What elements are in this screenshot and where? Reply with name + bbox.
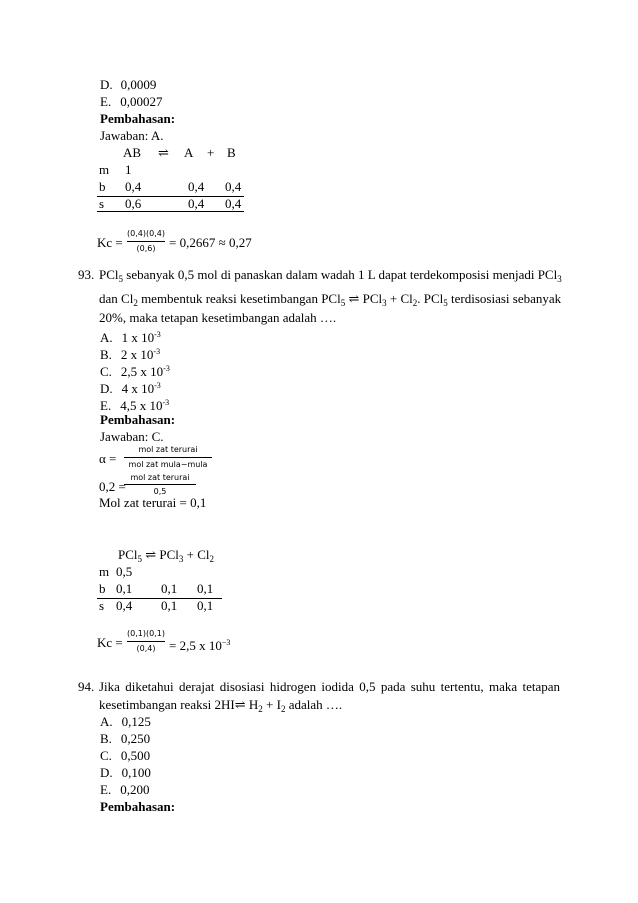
kc-result-text: = 2,5 x 10 — [169, 638, 222, 653]
subscript: 5 — [137, 554, 143, 564]
option-letter: D. — [100, 765, 113, 780]
subscript: 2 — [133, 298, 138, 308]
option-text: 0,00027 — [120, 94, 163, 109]
q92-jawaban: Jawaban: A. — [100, 128, 164, 143]
kc-denominator: (0,4) — [136, 644, 156, 653]
subscript: 2 — [280, 704, 286, 714]
q92-option-d — [100, 77, 156, 93]
q93-stem-line1 — [99, 267, 560, 287]
text: kesetimbangan reaksi 2HI⇌ H — [99, 697, 259, 712]
table-header-a: A — [184, 145, 194, 160]
option-text: 4,5 x 10 — [120, 398, 163, 413]
table-divider — [97, 196, 244, 197]
subscript: 5 — [340, 298, 346, 308]
superscript: -3 — [162, 398, 170, 407]
q94-stem-line1 — [99, 679, 560, 695]
option-letter: A. — [100, 714, 113, 729]
superscript: −3 — [221, 638, 231, 647]
kc-numerator: (0,1)(0,1) — [127, 629, 165, 638]
fraction-bar — [127, 641, 165, 642]
table-cell: 0,1 — [197, 581, 214, 596]
text: + Cl — [386, 291, 413, 306]
superscript: -3 — [154, 381, 161, 390]
table-cell: 0,5 — [116, 564, 133, 579]
subscript: 5 — [118, 274, 124, 284]
text: + Cl — [183, 547, 210, 562]
fraction-bar — [127, 241, 165, 242]
option-letter: D. — [100, 77, 113, 92]
alpha-denominator: mol zat mula−mula — [128, 460, 208, 469]
q94-pembahasan-heading: Pembahasan: — [100, 799, 176, 814]
table-row-label-m: m — [99, 162, 110, 177]
subscript: 2 — [258, 704, 263, 714]
option-letter: C. — [100, 364, 112, 379]
table-cell: 1 — [125, 162, 132, 177]
table-header-ab: AB — [123, 145, 142, 160]
text: . PCl — [417, 291, 444, 306]
alpha-value-lhs: 0,2 = — [99, 479, 126, 494]
q93-jawaban: Jawaban: C. — [100, 429, 164, 444]
q93-stem-line3: 20%, maka tetapan kesetimbangan adalah …. — [99, 310, 337, 325]
option-text: 0,100 — [121, 765, 151, 780]
option-text: 2 x 10 — [120, 347, 154, 362]
table-row-label-m: m — [99, 564, 110, 579]
subscript: 3 — [178, 554, 184, 564]
kc-result: = 0,2667 ≈ 0,27 — [169, 235, 252, 250]
subscript: 3 — [557, 274, 562, 284]
table-header-equilibrium: ⇌ — [158, 145, 169, 160]
q94-number: 94. — [78, 679, 95, 694]
option-letter: E. — [100, 782, 112, 797]
table-cell: 0,4 — [125, 179, 142, 194]
table-row-label-b: b — [99, 581, 106, 596]
q93-pembahasan-heading: Pembahasan: — [100, 412, 176, 427]
alpha-value-numerator: mol zat terurai — [130, 473, 190, 482]
kc-numerator: (0,4)(0,4) — [127, 229, 165, 238]
q92-pembahasan-heading: Pembahasan: — [100, 111, 176, 126]
q94-option-c — [100, 748, 150, 764]
kc-result — [169, 635, 230, 654]
subscript: 3 — [382, 298, 387, 308]
option-letter: B. — [100, 347, 112, 362]
fraction-bar — [124, 484, 196, 485]
subscript: 5 — [443, 298, 448, 308]
text: Jika diketahui derajat disosiasi hidrogen iodida 0,5 pada suhu tertentu, maka tetapan — [99, 679, 560, 694]
superscript: -3 — [154, 330, 161, 339]
text: sebanyak 0,5 mol di panaskan dalam wadah 1 L dapat terdekomposisi menjadi PCl — [123, 267, 558, 282]
superscript: -3 — [163, 364, 170, 373]
q92-option-e — [100, 94, 162, 110]
subscript: 2 — [209, 554, 215, 564]
table-cell: 0,4 — [225, 179, 242, 194]
subscript: 2 — [412, 298, 418, 308]
kc-denominator: (0,6) — [136, 244, 156, 253]
text: dan Cl — [99, 291, 134, 306]
table-header-b: B — [227, 145, 236, 160]
option-letter: D. — [100, 381, 113, 396]
option-text: 2,5 x 10 — [120, 364, 164, 379]
table-cell: 0,6 — [125, 196, 142, 211]
alpha-numerator: mol zat terurai — [138, 445, 198, 454]
option-text: 0,200 — [120, 782, 150, 797]
superscript: -3 — [153, 347, 161, 356]
q93-mol-terurai: Mol zat terurai = 0,1 — [99, 495, 207, 510]
table-cell: 0,4 — [116, 598, 133, 613]
text: PCl — [99, 267, 119, 282]
text: adalah …. — [285, 697, 343, 712]
option-text: 1 x 10 — [121, 330, 155, 345]
table-cell: 0,1 — [161, 581, 178, 596]
option-letter: E. — [100, 398, 112, 413]
table-cell: 0,1 — [161, 598, 178, 613]
table-cell: 0,4 — [188, 179, 205, 194]
option-letter: E. — [100, 94, 112, 109]
alpha-lhs: α = — [99, 451, 117, 466]
option-letter: C. — [100, 748, 112, 763]
fraction-bar — [124, 457, 212, 458]
table-cell: 0,1 — [197, 598, 214, 613]
q94-option-a — [100, 714, 151, 730]
table-cell: 0,4 — [188, 196, 205, 211]
option-letter: A. — [100, 330, 113, 345]
option-text: 0,500 — [120, 748, 151, 763]
q93-reaction — [118, 547, 214, 567]
q93-number: 93. — [78, 267, 95, 282]
table-cell: 0,4 — [225, 196, 242, 211]
q93-stem-line2 — [99, 291, 560, 311]
q94-option-d — [100, 765, 151, 781]
q94-option-e — [100, 782, 149, 798]
table-row-label-s: s — [99, 598, 105, 613]
option-text: 4 x 10 — [121, 381, 155, 396]
kc-lhs: Kc = — [97, 235, 123, 250]
q94-option-b — [100, 731, 150, 747]
table-divider — [97, 211, 244, 212]
alpha-value-denominator: 0,5 — [153, 487, 167, 496]
option-text: 0,250 — [120, 731, 151, 746]
table-header-plus: + — [207, 145, 215, 160]
option-text: 0,125 — [121, 714, 151, 729]
text: ⇌ PCl — [345, 291, 383, 306]
option-text: 0,0009 — [120, 77, 157, 92]
option-letter: B. — [100, 731, 112, 746]
text: terdisosiasi sebanyak — [447, 291, 562, 306]
text: PCl — [118, 547, 138, 562]
table-cell: 0,1 — [116, 581, 133, 596]
kc-lhs: Kc = — [97, 635, 123, 650]
text: ⇌ PCl — [142, 547, 179, 562]
table-row-label-s: s — [99, 196, 105, 211]
text: membentuk reaksi kesetimbangan PCl — [137, 291, 341, 306]
table-row-label-b: b — [99, 179, 106, 194]
text: + I — [262, 697, 281, 712]
